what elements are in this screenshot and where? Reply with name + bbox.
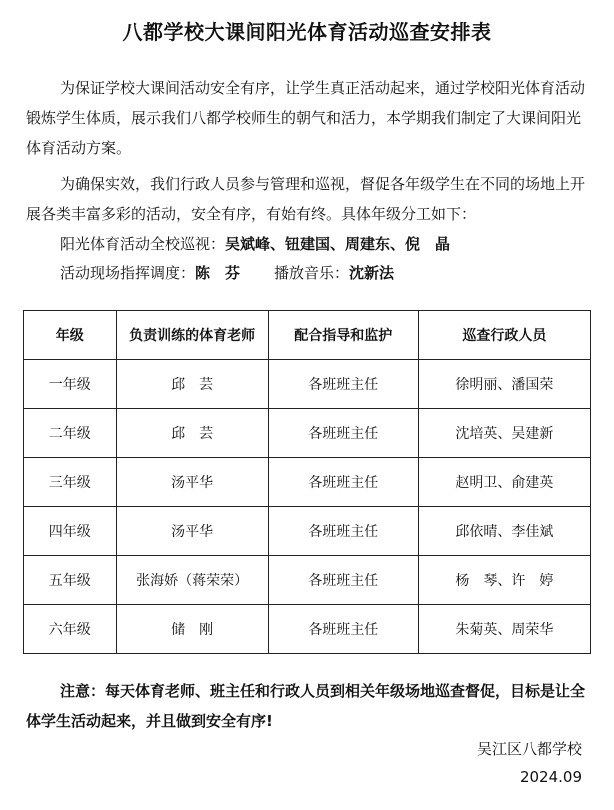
patrol-names: 吴斌峰、钮建国、周建东、倪 晶 <box>225 235 451 253</box>
music-label: 播放音乐： <box>274 264 350 282</box>
admin-cell: 沈培英、吴建新 <box>418 409 590 458</box>
table-row <box>24 409 591 458</box>
music-name: 沈新法 <box>349 264 395 282</box>
signature-date: 2024.09 <box>519 768 582 786</box>
teacher-cell: 汤平华 <box>116 458 268 507</box>
table-row <box>24 556 591 605</box>
header-admin-patrol: 巡查行政人员 <box>418 311 590 360</box>
supervision-cell: 各班班主任 <box>268 507 418 556</box>
dispatch-line <box>60 258 394 288</box>
dispatch-name: 陈 芬 <box>195 264 241 282</box>
admin-cell: 赵明卫、俞建英 <box>418 458 590 507</box>
teacher-cell: 张海娇（蒋荣荣） <box>116 556 268 605</box>
admin-cell: 徐明丽、潘国荣 <box>418 360 590 409</box>
teacher-cell: 邱 芸 <box>116 360 268 409</box>
table-row <box>24 360 591 409</box>
document-title: 八都学校大课间阳光体育活动巡查安排表 <box>122 20 492 44</box>
patrol-label: 阳光体育活动全校巡视： <box>60 235 226 253</box>
admin-cell: 杨 琴、许 婷 <box>418 556 590 605</box>
grade-cell: 三年级 <box>24 458 117 507</box>
grade-cell: 四年级 <box>24 507 117 556</box>
schedule-table <box>23 310 591 654</box>
supervision-cell: 各班班主任 <box>268 556 418 605</box>
grade-cell: 二年级 <box>24 409 117 458</box>
signature-school: 吴江区八都学校 <box>476 740 582 758</box>
grade-cell: 五年级 <box>24 556 117 605</box>
table-row <box>24 507 591 556</box>
notice-paragraph: 注意：每天体育老师、班主任和行政人员到相关年级场地巡查督促，目标是让全体学生活动起来，并且做到安全有序! <box>26 682 586 730</box>
supervision-cell: 各班班主任 <box>268 458 418 507</box>
header-supervision: 配合指导和监护 <box>268 311 418 360</box>
supervision-cell: 各班班主任 <box>268 360 418 409</box>
patrol-line <box>60 229 450 259</box>
table-row <box>24 605 591 654</box>
intro-paragraph-2: 为确保实效，我们行政人员参与管理和巡视，督促各年级学生在不同的场地上开展各类丰富多彩的活动，安全有序，有始有终。具体年级分工如下： <box>26 175 586 223</box>
header-pe-teacher: 负责训练的体育老师 <box>116 311 268 360</box>
teacher-cell: 汤平华 <box>116 507 268 556</box>
supervision-cell: 各班班主任 <box>268 605 418 654</box>
dispatch-label: 活动现场指挥调度： <box>60 264 196 282</box>
grade-cell: 六年级 <box>24 605 117 654</box>
header-grade: 年级 <box>24 311 117 360</box>
admin-cell: 邱依晴、李佳斌 <box>418 507 590 556</box>
table-row <box>24 458 591 507</box>
teacher-cell: 储 刚 <box>116 605 268 654</box>
table-header-row <box>24 311 591 360</box>
teacher-cell: 邱 芸 <box>116 409 268 458</box>
supervision-cell: 各班班主任 <box>268 409 418 458</box>
grade-cell: 一年级 <box>24 360 117 409</box>
intro-paragraph-1: 为保证学校大课间活动安全有序，让学生真正活动起来，通过学校阳光体育活动锻炼学生体质，展示我们八都学校师生的朝气和活力，本学期我们制定了大课间阳光体育活动方案。 <box>26 79 586 157</box>
admin-cell: 朱菊英、周荣华 <box>418 605 590 654</box>
